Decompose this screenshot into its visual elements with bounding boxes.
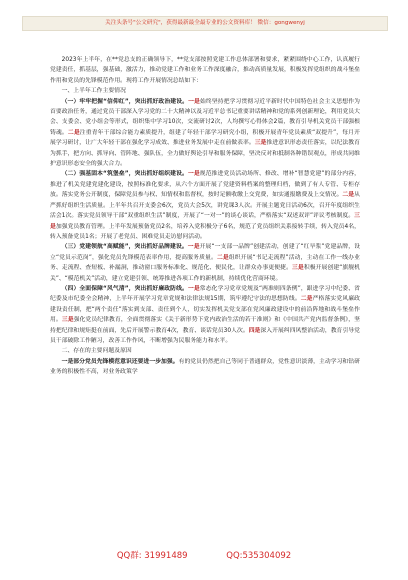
- section-heading-problems: 二、存在的主要问题及原因: [61, 348, 132, 355]
- subheading-brand: （三）党建领航“高赋能”，突出抓好品牌建设。: [61, 244, 188, 251]
- point-text-3: 强化党员纪律教育，全面贯彻落实《关于新形势下党内政治生活的若干准则》和《中国共产党内监督条例》，坚持把纪律和规矩挺在前面，先后开展警示教育4次，教育、谈话党员30人次。: [50, 317, 360, 334]
- point-text-2: 注重青年干部综合能力素质提升，组建了年轻干部学习研究小组，积极开展青年党员素质“双提升”，每月开展学习研讨，让广大年轻干部在强化学习成效、推进业务发展中走在前做表率。: [50, 129, 360, 147]
- subheading-political: （一）牢牢把握“信仰红”，突出抓好政治建设。: [61, 98, 189, 105]
- paragraph-political-building: [50, 97, 360, 170]
- subheading-organization: （二）强基固本“筑堡垒”，突出抓好组织建设。: [61, 171, 188, 178]
- point-marker-2: 二是: [300, 296, 313, 303]
- footer-qq-group: QQ群: 31991489: [116, 551, 188, 561]
- problem-lead: 一是部分党员先锋模范意识还要进一步加强。: [61, 358, 179, 365]
- point-text-2: 组织开展“书记走流程”活动，主动在工作一线办业务、走流程、查短板、补漏洞，推动窗口服务标准化、规范化、便民化，让群众办事更便捷。: [50, 254, 360, 272]
- point-text-3: 积极开展创建“旗舰机关”、“模范机关”活动，建立党建引领、统筹推进各项工作的新机制，持续优化营商环境。: [50, 265, 360, 282]
- point-marker-1: 一是: [188, 98, 200, 105]
- point-marker-2: 二是: [216, 254, 229, 261]
- point-text-1: 规范推进党员活动场所、修改、增补“智慧党建”的部分内容，推进了机关党建党建化建设，按照标准化要求，从六个方面开展了党建资料档案的整理归档，做到了有人专管、专柜存放。落实党务公开制度，保障党员参与权、知情权和监督权，按时足额收缴上交党费，如实通报缴费及上交情况。: [50, 171, 360, 199]
- point-marker-1: 一是: [187, 285, 200, 292]
- point-marker-3: 三是: [61, 317, 74, 324]
- paragraph-integrity-defense: [50, 284, 360, 346]
- point-marker-3: 三是: [50, 213, 360, 230]
- intro-paragraph: 2023年上半年，在**党总支的正确领导下，**党支部按照党建工作总体部署和要求，紧紧围绕中心工作，认真履行党建责任，抓基层，强基础，激活力，推动党建工作和业务工作深度融合，推动高质量发展，积极发挥党组织的战斗堡垒作用和党员的先锋模范作用。现将工作开展情况总结如下：: [50, 57, 360, 84]
- point-text-3: 加强党员教育管理。上半年发展预备党员2名，培养入党积极分子6名，规范了党员组织关系接转手续，转入党员4名，转入预备党员1名；开展了老党员、困难党员走访慰问活动。: [50, 223, 360, 240]
- section-heading-work-status: 一、上半年工作主要情况: [61, 88, 126, 95]
- footer-qq: QQ:535304092: [226, 551, 292, 561]
- point-marker-2: 二是: [342, 192, 355, 199]
- footer-contact: [0, 549, 408, 563]
- point-text-4: 深入开展纠四风整治活动，教育引导党员干部破除工作陋习，改善工作作风，不断增强为民服务能力和水平。: [50, 327, 360, 344]
- point-text-2: 从严抓好组织生活质量。上半年共召开支委会6次，党员大会5次，讲党课3人次。开展主题党日活动6次，召开年度组织生活会1次。落实党员领导干部“双重组织生活”制度，开展了“一对一”的谈心谈话，严格落实“双述双评”评议考核制度。: [50, 192, 360, 220]
- point-marker-4: 四是: [248, 327, 261, 334]
- document-body: [50, 55, 360, 378]
- paragraph-brand-building: [50, 242, 360, 284]
- point-text-1: 始终坚持把学习贯彻习近平新时代中国特色社会主义思想作为首要政治任务，通过党员干部深入学习党的二十大精神以及习近平总书记重要讲话精神和党的系列创新理论，利用党员大会、支委会、党小组会等形式，组织集中学习10次，交流研讨2次，人均撰写心得体会2篇，教育引导机关党员干部强根铸魂。: [50, 98, 360, 136]
- point-text-1: 常态化学习党章党规及“两准则四条例”，跟进学习中纪委、省纪委及市纪委全会精神，上半年开展学习党章党规和法律法规15期，筑牢遵纪守法的思想防线。: [50, 285, 360, 303]
- point-marker-1: 一是: [187, 171, 200, 178]
- subheading-integrity: （四）全面保障“风气清”，突出抓好廉政防线。: [61, 285, 188, 292]
- top-banner: 关注头条号"公文研究"，获得最新最全最专业的公文资料库！ 微信：gongwenyj: [22, 16, 388, 31]
- point-marker-3: 三是: [292, 265, 304, 272]
- problem-text: 有的党员仍然把自己等同于普通群众，党性意识淡薄，主动学习和钻研业务的积极性不高，对业务政策学: [50, 358, 360, 376]
- point-text-1: 开展“一支部一品牌”创建活动，创建了“红旱浆”党建品牌，设立“党员示范岗”，强化党员先锋模范表率作用，提高服务质量。: [50, 244, 360, 261]
- point-marker-1: 一是: [187, 244, 200, 251]
- paragraph-organization-building: [50, 169, 360, 242]
- point-text-3: 推进意识形态责任落实，以纪法教育为抓手，把方向、抓导向、管阵地、强队伍，全力做好舆论引导和服务保障，坚决反对和抵制各种错误观点，形成共同维护意识形态安全的强大合力。: [50, 140, 360, 168]
- paragraph-problem-1: [50, 357, 360, 378]
- point-text-2: 严格落实党风廉政建设责任制，把“两个责任”落实到支部、责任到个人，切实发挥机关党支部在党风廉政建设中的前沿阵地和战斗堡垒作用。: [50, 296, 360, 324]
- point-marker-2: 二是: [67, 129, 80, 136]
- point-marker-3: 三是: [254, 140, 267, 147]
